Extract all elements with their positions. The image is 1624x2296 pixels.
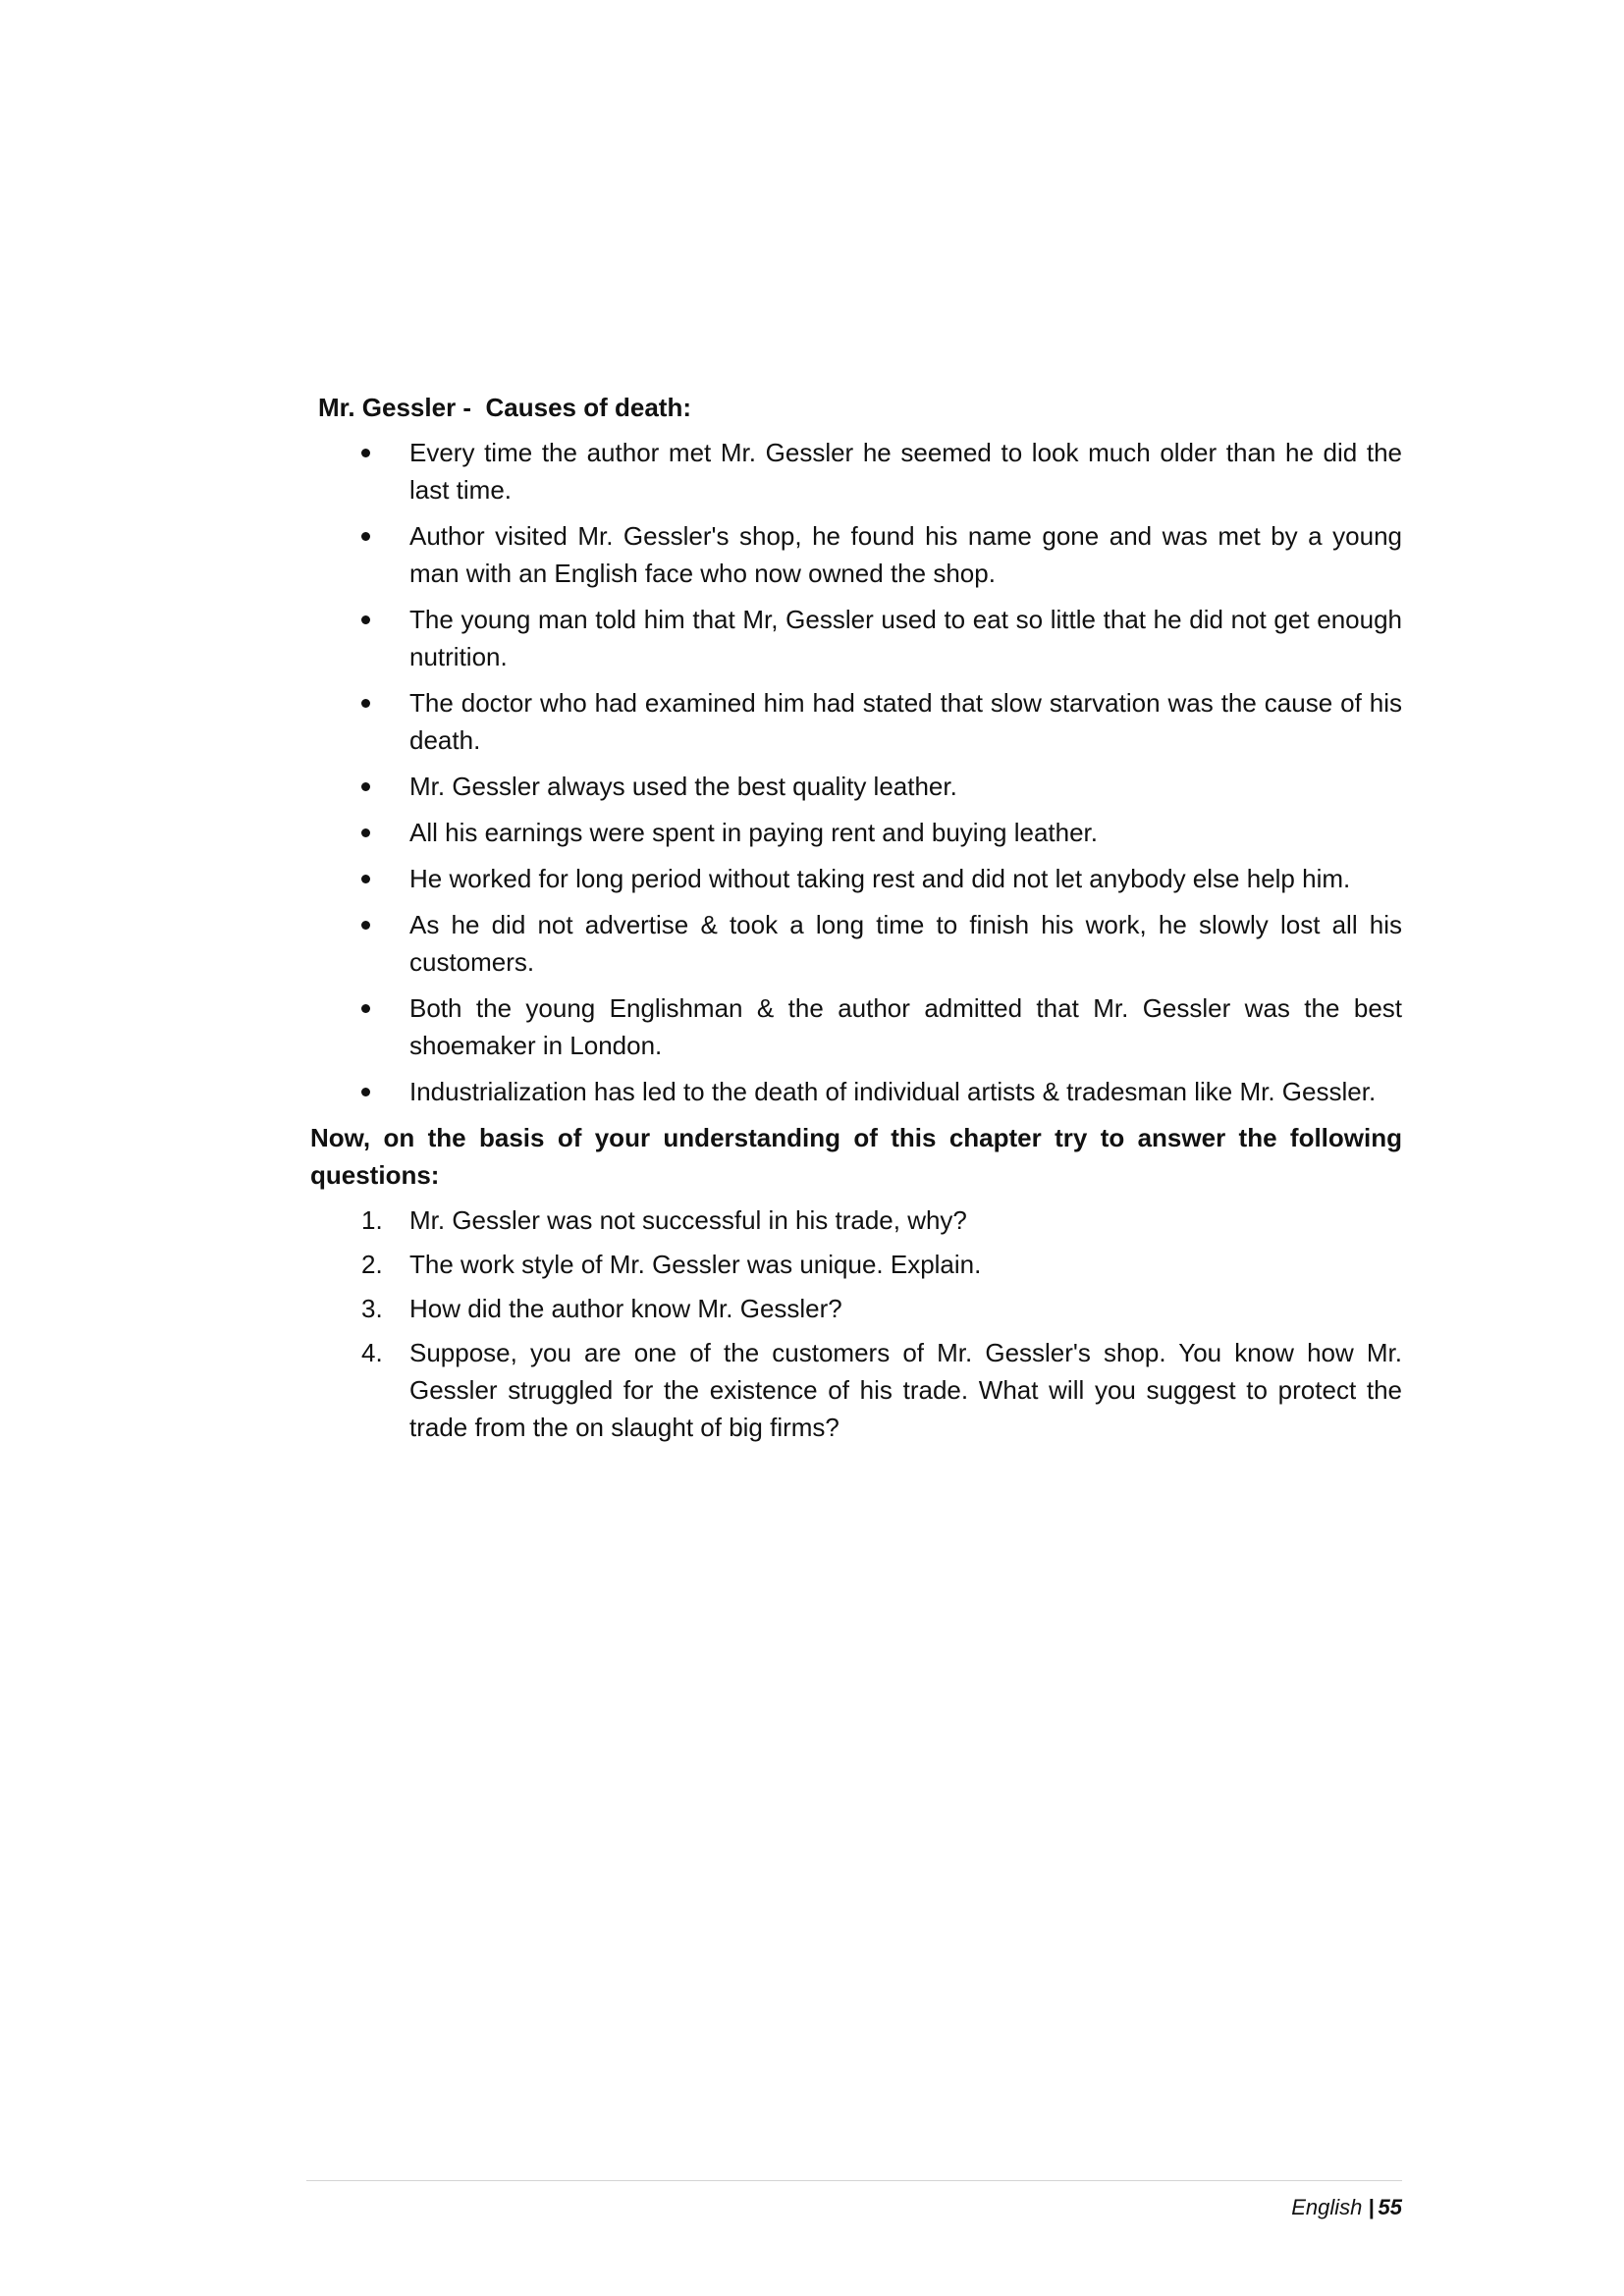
question-item [310, 1246, 1402, 1283]
question-item [310, 1334, 1402, 1446]
list-item-text: Every time the author met Mr. Gessler he seemed to look much older than he did the last time. [409, 438, 1402, 505]
question-item [310, 1290, 1402, 1327]
list-item [310, 814, 1402, 851]
question-item [310, 1201, 1402, 1239]
question-text: How did the author know Mr. Gessler? [409, 1294, 842, 1323]
list-item-text: All his earnings were spent in paying rent and buying leather. [409, 818, 1098, 847]
footer-subject: English [1291, 2195, 1363, 2219]
bullet-icon [361, 921, 370, 930]
list-item [310, 1073, 1402, 1110]
bullet-icon [361, 875, 370, 883]
bullet-icon [361, 1004, 370, 1013]
footer-separator: | [1368, 2195, 1375, 2219]
bullet-icon [361, 782, 370, 791]
bullet-icon [361, 1088, 370, 1096]
list-item [310, 860, 1402, 897]
bullet-icon [361, 615, 370, 624]
question-number: 1. [361, 1205, 383, 1235]
list-item [310, 517, 1402, 592]
list-item [310, 434, 1402, 508]
bullet-icon [361, 699, 370, 708]
question-text: The work style of Mr. Gessler was unique. Explain. [409, 1250, 982, 1279]
list-item-text: Industrialization has led to the death of individual artists & tradesman like Mr. Gessler. [409, 1077, 1377, 1106]
list-item-text: The doctor who had examined him had stated that slow starvation was the cause of his death. [409, 688, 1402, 755]
causes-list [310, 434, 1402, 1110]
list-item [310, 684, 1402, 759]
question-text: Mr. Gessler was not successful in his trade, why? [409, 1205, 967, 1235]
list-item-text: Both the young Englishman & the author admitted that Mr. Gessler was the best shoemaker in London. [409, 993, 1402, 1060]
question-number: 3. [361, 1294, 383, 1323]
bullet-icon [361, 449, 370, 457]
list-item [310, 989, 1402, 1064]
list-item-text: He worked for long period without taking rest and did not let anybody else help him. [409, 864, 1351, 893]
list-item [310, 601, 1402, 675]
list-item-text: Author visited Mr. Gessler's shop, he found his name gone and was met by a young man with an English face who now owned the shop. [409, 521, 1402, 588]
page-footer [1291, 2193, 1402, 2222]
question-number: 2. [361, 1250, 383, 1279]
list-item-text: The young man told him that Mr, Gessler used to eat so little that he did not get enough nutrition. [409, 605, 1402, 671]
questions-heading: Now, on the basis of your understanding of this chapter try to answer the following questions: [310, 1123, 1402, 1190]
question-text: Suppose, you are one of the customers of Mr. Gessler's shop. You know how Mr. Gessler struggled for the existence of his trade. What will you suggest to protect the trade from the on slaught of big firms? [409, 1338, 1402, 1442]
bullet-icon [361, 828, 370, 837]
list-item-text: As he did not advertise & took a long time to finish his work, he slowly lost all his customers. [409, 910, 1402, 977]
section-heading: Mr. Gessler - Causes of death: [318, 393, 692, 422]
list-item [310, 906, 1402, 981]
question-number: 4. [361, 1338, 383, 1367]
page-content [310, 389, 1402, 1453]
page-number: 55 [1378, 2195, 1402, 2219]
list-item [310, 768, 1402, 805]
footer-divider [306, 2180, 1402, 2181]
questions-list [310, 1201, 1402, 1446]
bullet-icon [361, 532, 370, 541]
list-item-text: Mr. Gessler always used the best quality leather. [409, 772, 957, 801]
